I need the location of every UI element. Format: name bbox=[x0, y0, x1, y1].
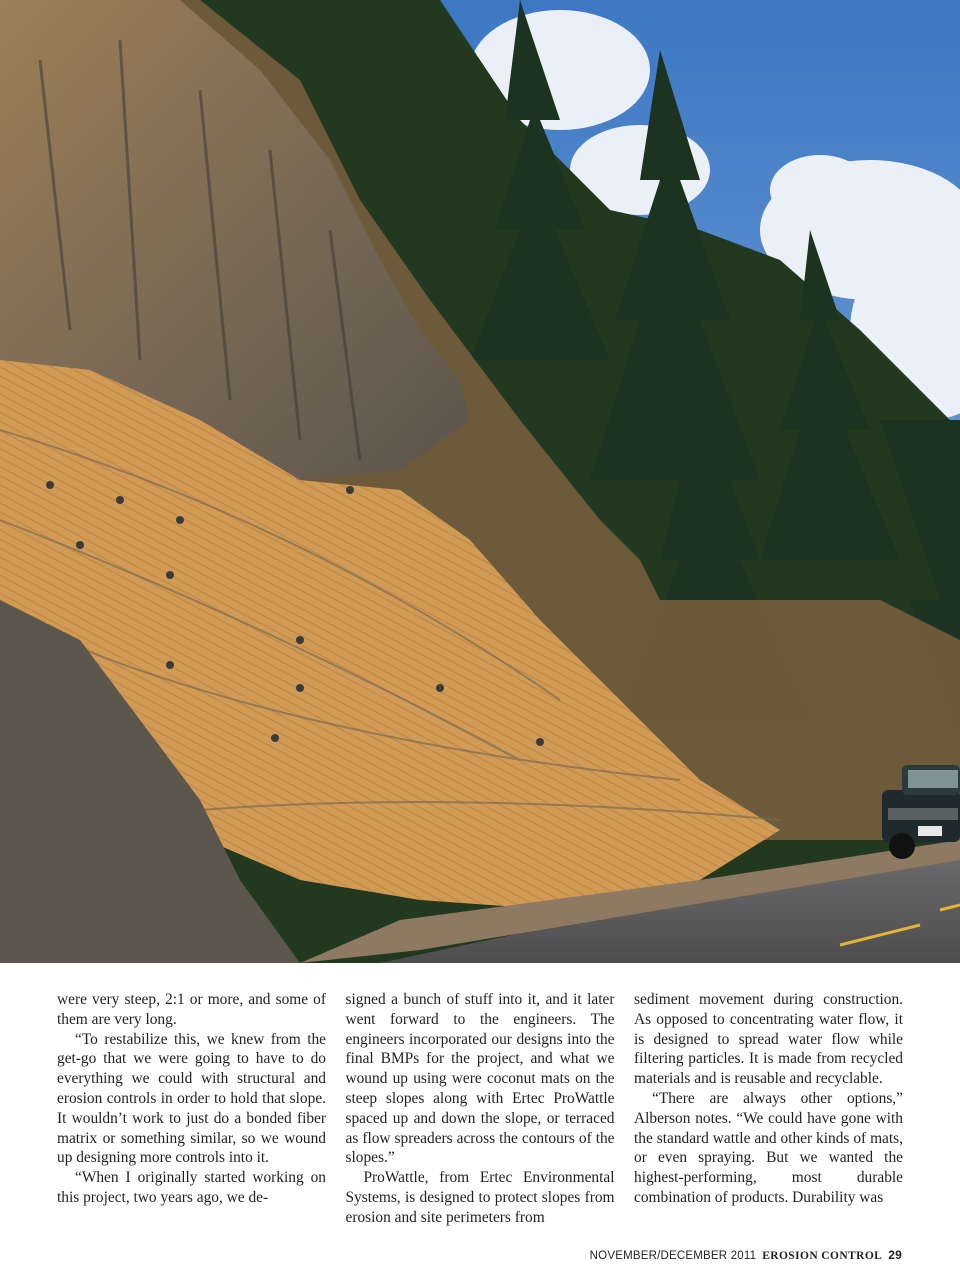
column-3 bbox=[634, 990, 903, 1228]
page-number: 29 bbox=[888, 1248, 902, 1262]
paragraph: were very steep, 2:1 or more, and some of them are very long. bbox=[57, 991, 326, 1028]
paragraph: ProWattle, from Ertec Environmental Systems, is designed to protect slopes from erosion and site perimeters from bbox=[345, 1169, 615, 1226]
article-body bbox=[57, 990, 903, 1228]
paragraph: “When I originally started working on this project, two years ago, we de- bbox=[57, 1169, 326, 1206]
paragraph: signed a bunch of stuff into it, and it later went forward to the engineers. The engineers incorporated our designs into the final BMPs for the project, and what we wound up using were coconut mats on the steep slopes along with Ertec ProWattle spaced up and down the slope, or terraced as flow spreaders across the contours of the slopes.” bbox=[345, 991, 615, 1167]
paragraph: “To restabilize this, we knew from the get-go that we were going to have to do everything we could with structural and erosion controls in order to hold that slope. It wouldn’t work to just do a bonded fiber matrix or something similar, so we wound up designing more controls into it. bbox=[57, 1030, 326, 1167]
column-1 bbox=[57, 990, 326, 1228]
paragraph: sediment movement during construction. As opposed to concentrating water flow, it is designed to spread water flow while filtering particles. It is made from recycled materials and is reusable and recyclable. bbox=[634, 991, 903, 1088]
magazine-name: EROSION CONTROL bbox=[762, 1250, 883, 1262]
column-2 bbox=[346, 990, 615, 1228]
issue-date: NOVEMBER/DECEMBER 2011 bbox=[589, 1250, 757, 1262]
page-footer bbox=[590, 1248, 902, 1262]
paragraph: “There are always other options,” Alberson notes. “We could have gone with the standard wattle and other kinds of mats, or even spraying. But we wanted the highest-performing, most durable combination of products. Durability was bbox=[634, 1089, 903, 1206]
